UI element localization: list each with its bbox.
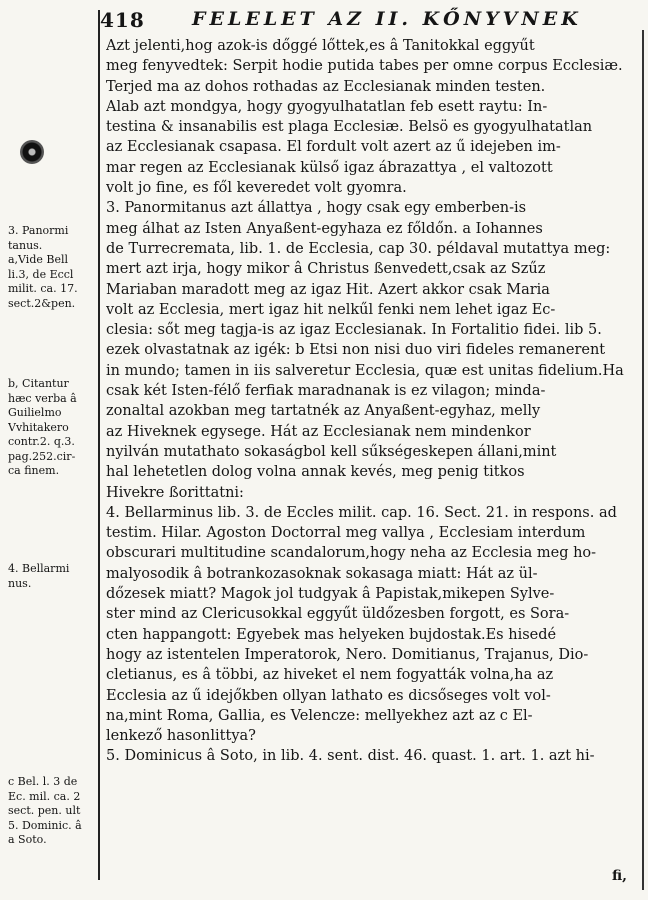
text-line: de Turrecremata, lib. 1. de Ecclesia, cap 30. példaval mutattya meg: — [106, 240, 611, 257]
margin-note-line: Ec. mil. ca. 2 — [8, 789, 81, 803]
margin-note-line: contr.2. q.3. — [8, 435, 75, 448]
margin-note-line: 5. Dominic. â — [8, 818, 82, 832]
margin-note-line: ca finem. — [8, 464, 60, 477]
catchword: fi, — [612, 868, 628, 884]
margin-note-panormitanus — [8, 224, 96, 311]
text-line: meg fenyvedtek: Serpit hodie putida tabes per omne corpus Ecclesiæ. — [106, 58, 623, 75]
text-line: clesia: sőt meg tagja-is az igaz Ecclesianak. In Fortalitio fidei. lib 5. — [106, 322, 602, 339]
page-number: 418 — [100, 8, 145, 32]
margin-note-line: a Soto. — [8, 833, 47, 846]
margin-note-line: pag.252.cir- — [8, 449, 76, 463]
margin-note-line: nus. — [8, 576, 32, 590]
margin-note-line: Vvhitakero — [8, 420, 69, 434]
text-line: volt az Ecclesia, mert igaz hit nelkűl fenki nem lehet igaz Ec- — [106, 301, 556, 318]
margin-note-line: 3. Panormi — [8, 224, 69, 237]
margin-note-line: sect.2&pen. — [8, 296, 76, 310]
text-line: ezek olvastatnak az igék: b Etsi non nisi duo viri fideles remanerent — [106, 342, 606, 359]
text-line: 5. Dominicus â Soto, in lib. 4. sent. dist. 46. quast. 1. art. 1. azt hi- — [106, 748, 595, 765]
page-edge — [642, 30, 644, 890]
main-text — [106, 36, 638, 767]
text-line: csak két Isten-félő ferfiak maradnanak is ez vilagon; minda- — [106, 383, 546, 400]
text-line: zonaltal azokban meg tartatnék az Anyaßent-egyhaz, melly — [106, 403, 541, 420]
text-line: in mundo; tamen in iis salveretur Ecclesia, quæ est unitas fidelium.Ha — [106, 362, 624, 379]
binding-hole — [20, 140, 44, 164]
text-line: Alab azt mondgya, hogy gyogyulhatatlan feb esett raytu: In- — [106, 98, 548, 115]
margin-note-line: c Bel. l. 3 de — [8, 775, 78, 788]
running-title: FELELET AZ II. KŐNYVNEK — [192, 8, 582, 30]
text-line: ster mind az Clericusokkal eggyűt üldőzesben forgott, es Sora- — [106, 606, 570, 623]
margin-note-line: 4. Bellarmi — [8, 562, 70, 575]
margin-note-soto — [8, 775, 96, 848]
text-line: az Ecclesianak csapasa. El fordult volt azert az ű idejeben im- — [106, 139, 561, 156]
text-line: Terjed ma az dohos rothadas az Ecclesianak minden testen. — [106, 78, 546, 95]
text-line: dőzesek miatt? Magok jol tudgyak â Papistak,mikepen Sylve- — [106, 586, 555, 603]
text-line: testim. Hilar. Agoston Doctorral meg vallya , Ecclesiam interdum — [106, 525, 586, 542]
margin-note-line: tanus. — [8, 238, 43, 252]
margin-note-line: b, Citantur — [8, 377, 69, 390]
text-line: mert azt irja, hogy mikor â Christus ßenvedett,csak az Szűz — [106, 261, 546, 278]
text-line: na,mint Roma, Gallia, es Velencze: mellyekhez azt az c El- — [106, 707, 533, 724]
margin-note-line: sect. pen. ult — [8, 804, 81, 817]
margin-rule — [98, 10, 100, 880]
text-line: Ecclesia az ű idejőkben ollyan lathato es dicsőseges volt vol- — [106, 687, 551, 704]
text-line: obscurari multitudine scandalorum,hogy neha az Ecclesia meg ho- — [106, 545, 597, 562]
text-line: 4. Bellarminus lib. 3. de Eccles milit. cap. 16. Sect. 21. in respons. ad — [106, 504, 617, 521]
text-line: testina & insanabilis est plaga Ecclesiæ. Belsö es gyogyulhatatlan — [106, 119, 593, 136]
text-line: hal lehetetlen dolog volna annak kevés, meg penig titkos — [106, 464, 525, 481]
text-line: volt jo fine, es fől keveredet volt gyomra. — [106, 180, 407, 197]
text-line: lenkező hasonlittya? — [106, 728, 256, 745]
text-line: az Hiveknek egysege. Hát az Ecclesianak nem mindenkor — [106, 423, 531, 440]
text-line: nyilván mutathato sokaságbol kell sűkségeskepen állani,mint — [106, 443, 557, 460]
text-line: mar regen az Ecclesianak külső igaz ábrazattya , el valtozott — [106, 159, 553, 176]
margin-note-citantur — [8, 377, 96, 479]
text-line: malyosodik â botrankozasoknak sokasaga miatt: Hát az ül- — [106, 565, 538, 582]
text-line: cletianus, es â többi, az hiveket el nem fogyatták volna,ha az — [106, 667, 554, 684]
text-line: cten happangott: Egyebek mas helyeken bujdostak.Es hisedé — [106, 626, 557, 643]
text-line: Hivekre ßorittatni: — [106, 484, 244, 501]
margin-note-line: a,Vide Bell — [8, 253, 69, 266]
text-line: 3. Panormitanus azt állattya , hogy csak egy emberben-is — [106, 200, 527, 217]
margin-note-line: li.3, de Eccl — [8, 267, 74, 281]
margin-note-line: milit. ca. 17. — [8, 282, 78, 295]
margin-note-line: Guilielmo — [8, 406, 62, 419]
text-line: meg álhat az Isten Anyaßent-egyhaza ez főldőn. a Iohannes — [106, 220, 543, 237]
margin-note-bellarminus — [8, 562, 96, 591]
margin-note-line: hæc verba â — [8, 391, 77, 405]
text-line: Mariaban maradott meg az igaz Hit. Azert akkor csak Maria — [106, 281, 550, 298]
text-line: hogy az istentelen Imperatorok, Nero. Domitianus, Trajanus, Dio- — [106, 646, 589, 663]
text-line: Azt jelenti,hog azok-is dőggé lőttek,es â Tanitokkal eggyűt — [106, 38, 535, 54]
